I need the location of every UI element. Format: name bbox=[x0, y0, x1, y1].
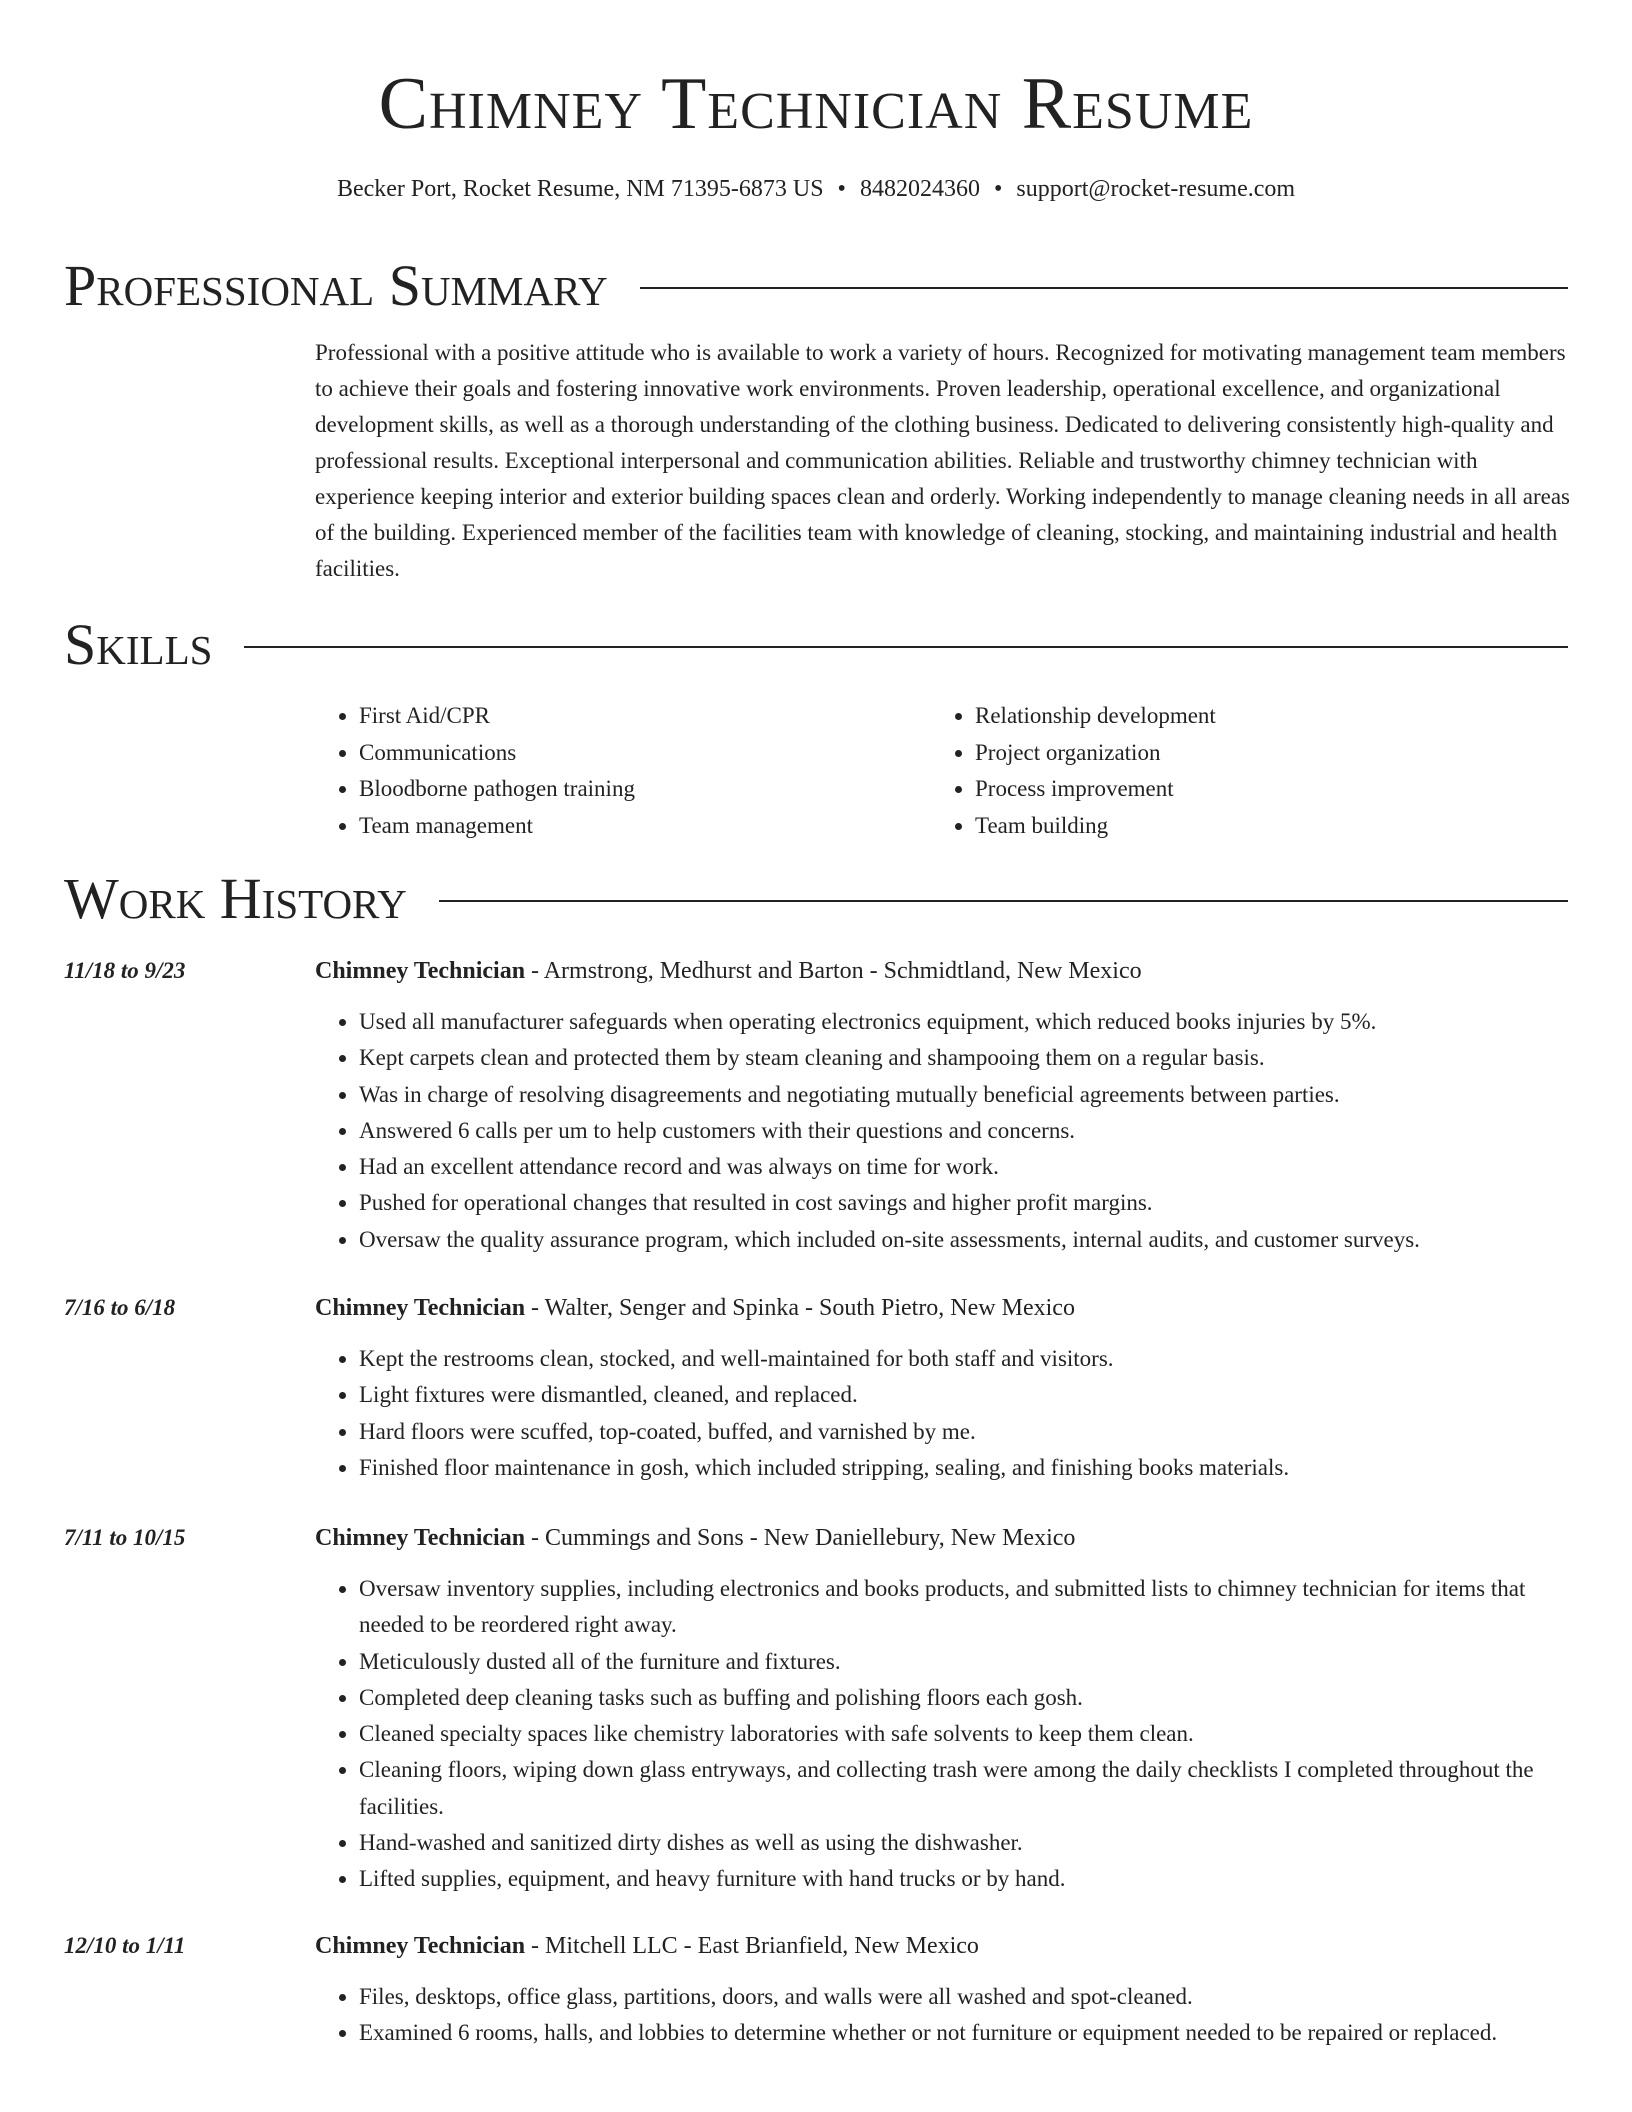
job-entry bbox=[64, 954, 1568, 1258]
job-duties bbox=[315, 1004, 1568, 1258]
section-divider bbox=[244, 646, 1568, 648]
contact-phone: 8482024360 bbox=[859, 176, 980, 202]
job-employer: - Mitchell LLC - East Brianfield, New Mexico bbox=[525, 1933, 979, 1959]
job-duty: • Completed deep cleaning tasks such as buffing and polishing floors each gosh. bbox=[359, 1680, 1568, 1716]
job-title: Chimney Technician bbox=[315, 1933, 526, 1959]
job-duty: • Examined 6 rooms, halls, and lobbies to determine whether or not furniture or equipment needed to be repaired or replaced. bbox=[359, 2015, 1568, 2051]
summary-heading: Professional Summary bbox=[64, 253, 608, 318]
job-duty: • Used all manufacturer safeguards when operating electronics equipment, which reduced books injuries by 5%. bbox=[359, 1004, 1568, 1040]
skills-section-header bbox=[64, 612, 1568, 678]
job-duties bbox=[315, 1979, 1568, 2052]
contact-line bbox=[0, 172, 1632, 206]
job-duty: • Oversaw inventory supplies, including electronics and books products, and submitted lists to chimney technician for items that needed to be reordered right away. bbox=[359, 1571, 1568, 1644]
job-duties bbox=[315, 1571, 1568, 1898]
job-title: Chimney Technician bbox=[315, 1525, 526, 1551]
skills-column-left bbox=[315, 698, 931, 844]
job-entry bbox=[64, 1291, 1568, 1486]
job-title: Chimney Technician bbox=[315, 958, 526, 984]
job-duty: • Pushed for operational changes that resulted in cost savings and higher profit margins. bbox=[359, 1185, 1568, 1221]
job-duty: • Meticulously dusted all of the furniture and fixtures. bbox=[359, 1644, 1568, 1680]
job-duty: • Hand-washed and sanitized dirty dishes as well as using the dishwasher. bbox=[359, 1825, 1568, 1861]
job-duty: • Finished floor maintenance in gosh, which included stripping, sealing, and finishing books materials. bbox=[359, 1450, 1568, 1486]
job-duty: • Light fixtures were dismantled, cleaned, and replaced. bbox=[359, 1377, 1568, 1413]
skill-item: • Team management bbox=[359, 808, 931, 845]
job-duty: • Was in charge of resolving disagreements and negotiating mutually beneficial agreements between parties. bbox=[359, 1077, 1568, 1113]
job-date: 12/10 to 1/11 bbox=[64, 1933, 186, 1958]
contact-address: Becker Port, Rocket Resume, NM 71395-6873 US bbox=[336, 176, 824, 202]
job-employer: - Walter, Senger and Spinka - South Pietro, New Mexico bbox=[525, 1295, 1075, 1321]
contact-email: support@rocket-resume.com bbox=[1016, 176, 1296, 202]
skills-column-right bbox=[931, 698, 1547, 844]
job-duty: • Answered 6 calls per um to help customers with their questions and concerns. bbox=[359, 1113, 1568, 1149]
skills-list bbox=[315, 698, 1571, 844]
job-date: 7/16 to 6/18 bbox=[64, 1295, 176, 1320]
job-date: 7/11 to 10/15 bbox=[64, 1525, 186, 1550]
job-duty: • Oversaw the quality assurance program, which included on-site assessments, internal audits, and customer surveys. bbox=[359, 1222, 1568, 1258]
job-date: 11/18 to 9/23 bbox=[64, 958, 186, 983]
job-heading bbox=[315, 954, 1568, 988]
job-title: Chimney Technician bbox=[315, 1295, 526, 1321]
job-entry bbox=[64, 1521, 1568, 1898]
skill-item: • Relationship development bbox=[975, 698, 1547, 735]
job-duty: • Cleaned specialty spaces like chemistry laboratories with safe solvents to keep them clean. bbox=[359, 1716, 1568, 1752]
skill-item: • Communications bbox=[359, 735, 931, 772]
work-section-header bbox=[64, 866, 1568, 932]
resume-title: Chimney Technician Resume bbox=[378, 63, 1254, 145]
contact-separator: • bbox=[837, 176, 846, 202]
job-heading bbox=[315, 1929, 1568, 1963]
skill-item: • First Aid/CPR bbox=[359, 698, 931, 735]
skill-item: • Bloodborne pathogen training bbox=[359, 771, 931, 808]
job-employer: - Cummings and Sons - New Daniellebury, New Mexico bbox=[525, 1525, 1076, 1551]
job-duty: • Kept the restrooms clean, stocked, and well-maintained for both staff and visitors. bbox=[359, 1341, 1568, 1377]
skills-heading: Skills bbox=[64, 612, 213, 677]
work-heading: Work History bbox=[64, 866, 407, 931]
job-heading bbox=[315, 1291, 1568, 1325]
skill-item: • Project organization bbox=[975, 735, 1547, 772]
job-duty: • Hard floors were scuffed, top-coated, buffed, and varnished by me. bbox=[359, 1414, 1568, 1450]
job-duty: • Had an excellent attendance record and was always on time for work. bbox=[359, 1149, 1568, 1185]
skill-item: • Team building bbox=[975, 808, 1547, 845]
job-duty: • Cleaning floors, wiping down glass entryways, and collecting trash were among the daily checklists I completed throughout the facilities. bbox=[359, 1752, 1568, 1825]
job-duty: • Lifted supplies, equipment, and heavy furniture with hand trucks or by hand. bbox=[359, 1861, 1568, 1897]
skill-item: • Process improvement bbox=[975, 771, 1547, 808]
summary-text: Professional with a positive attitude who is available to work a variety of hours. Recognized for motivating management team members to achieve their goals and fostering innovative work environments. Proven leadership, operational excellence, and organizational development skills, as well as a thorough understanding of the clothing business. Dedicated to delivering consistently high-quality and professional results. Exceptional interpersonal and communication abilities. Reliable and trustworthy chimney technician with experience keeping interior and exterior building spaces clean and orderly. Working independently to manage cleaning needs in all areas of the building. Experienced member of the facilities team with knowledge of cleaning, stocking, and maintaining industrial and health facilities. bbox=[315, 340, 1571, 581]
job-heading bbox=[315, 1521, 1568, 1555]
job-duty: • Kept carpets clean and protected them by steam cleaning and shampooing them on a regular basis. bbox=[359, 1040, 1568, 1076]
job-duties bbox=[315, 1341, 1568, 1486]
job-duty: • Files, desktops, office glass, partitions, doors, and walls were all washed and spot-cleaned. bbox=[359, 1979, 1568, 2015]
job-employer: - Armstrong, Medhurst and Barton - Schmidtland, New Mexico bbox=[525, 958, 1142, 984]
summary-section-header bbox=[64, 253, 1568, 319]
contact-separator: • bbox=[993, 176, 1003, 202]
job-entry bbox=[64, 1929, 1568, 2052]
section-divider bbox=[640, 287, 1568, 289]
section-divider bbox=[439, 900, 1568, 902]
